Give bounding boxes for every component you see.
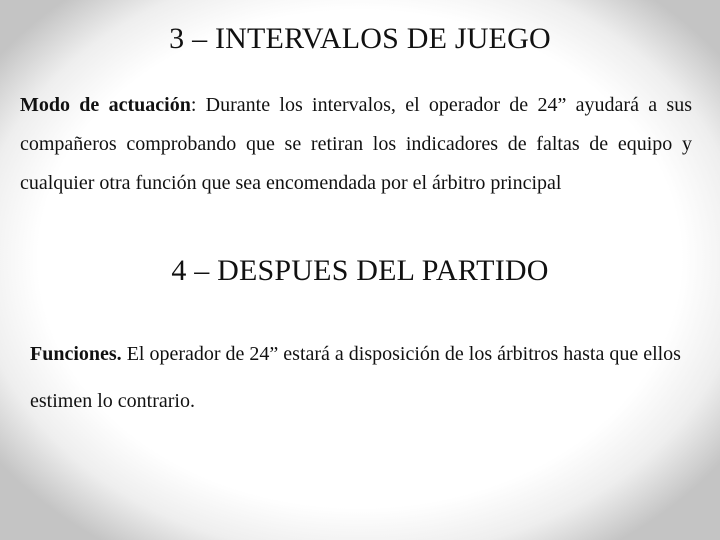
- section-4-body: El operador de 24” estará a disposición de los árbitros hasta que ellos estimen lo contrario.: [30, 343, 681, 412]
- section-3-lead: Modo de actuación: [20, 94, 191, 116]
- section-4-paragraph: [30, 331, 705, 425]
- section-3-paragraph: [20, 86, 692, 203]
- section-4-lead: Funciones.: [30, 343, 122, 365]
- section-4-heading: 4 – DESPUES DEL PARTIDO: [171, 254, 549, 287]
- section-3-heading: 3 – INTERVALOS DE JUEGO: [169, 22, 551, 55]
- section-3-body: : Durante los intervalos, el operador de 24” ayudará a sus compañeros comprobando que se retiran los indicadores de faltas de equipo y cualquier otra función que sea encomendada por el árbitro principal: [20, 94, 692, 194]
